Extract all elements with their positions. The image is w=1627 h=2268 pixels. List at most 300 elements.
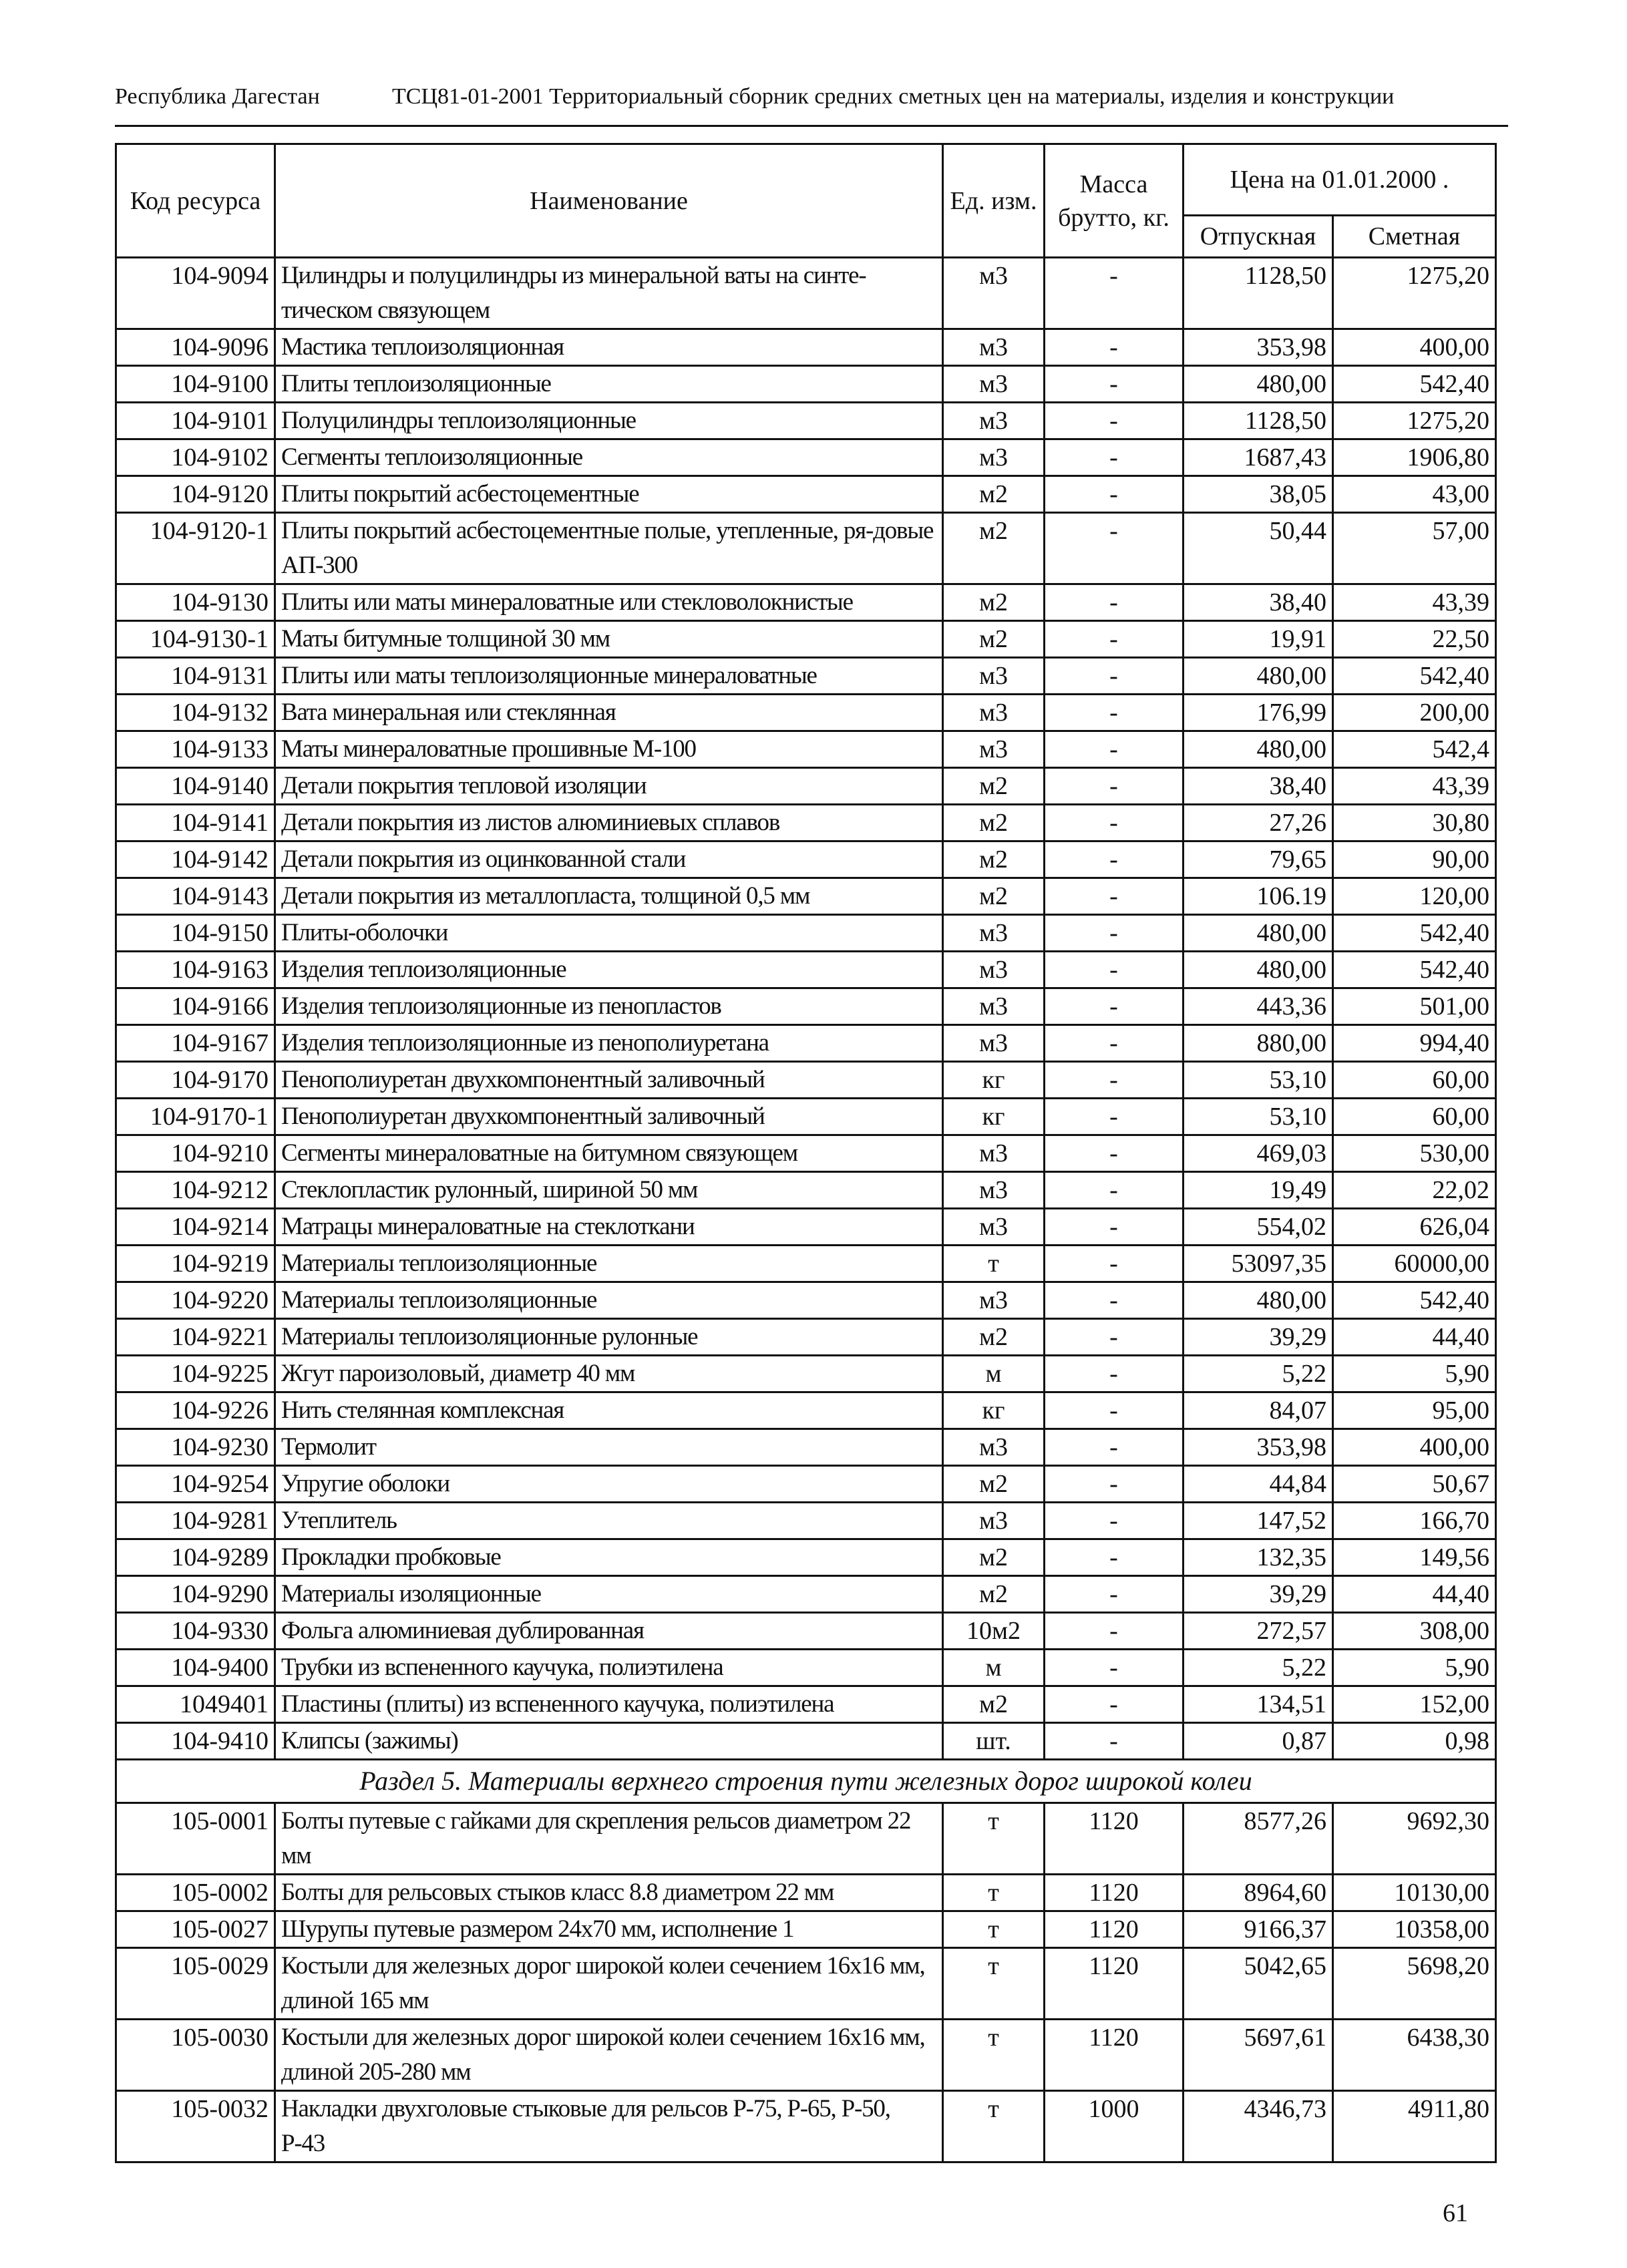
cell-name: Маты битумные толщиной 30 мм xyxy=(275,621,943,658)
cell-code: 105-0032 xyxy=(116,2091,275,2162)
cell-mass: - xyxy=(1045,1135,1184,1172)
cell-name: Матрацы минераловатные на стеклоткани xyxy=(275,1209,943,1246)
cell-code: 104-9212 xyxy=(116,1172,275,1209)
table-row xyxy=(116,403,1496,439)
cell-unit: м3 xyxy=(943,988,1045,1025)
cell-mass: - xyxy=(1045,915,1184,952)
table-row xyxy=(116,915,1496,952)
cell-code: 104-9132 xyxy=(116,695,275,731)
cell-estimate: 60,00 xyxy=(1333,1062,1496,1099)
cell-code: 104-9140 xyxy=(116,768,275,805)
table-row xyxy=(116,258,1496,329)
cell-unit: м3 xyxy=(943,258,1045,329)
cell-code: 104-9214 xyxy=(116,1209,275,1246)
cell-name: Детали покрытия тепловой изоляции xyxy=(275,768,943,805)
cell-name: Изделия теплоизоляционные xyxy=(275,952,943,988)
cell-code: 104-9400 xyxy=(116,1650,275,1686)
cell-name: Сегменты теплоизоляционные xyxy=(275,439,943,476)
cell-name: Болты путевые с гайками для скрепления рельсов диаметром 22 мм xyxy=(275,1803,943,1875)
cell-unit: т xyxy=(943,2020,1045,2091)
cell-mass: - xyxy=(1045,1356,1184,1392)
cell-release: 147,52 xyxy=(1184,1503,1333,1539)
cell-unit: т xyxy=(943,1911,1045,1948)
table-row xyxy=(116,952,1496,988)
cell-mass: - xyxy=(1045,513,1184,584)
cell-code: 105-0030 xyxy=(116,2020,275,2091)
cell-release: 480,00 xyxy=(1184,658,1333,695)
cell-code: 104-9219 xyxy=(116,1246,275,1282)
cell-unit: м3 xyxy=(943,1025,1045,1062)
table-row xyxy=(116,1576,1496,1613)
table-row xyxy=(116,2020,1496,2091)
cell-estimate: 400,00 xyxy=(1333,1429,1496,1466)
price-table xyxy=(115,143,1497,2163)
cell-unit: м3 xyxy=(943,439,1045,476)
cell-mass: - xyxy=(1045,1539,1184,1576)
cell-name: Костыли для железных дорог широкой колеи сечением 16х16 мм, длиной 165 мм xyxy=(275,1948,943,2020)
cell-release: 19,49 xyxy=(1184,1172,1333,1209)
cell-mass: - xyxy=(1045,1613,1184,1650)
table-row xyxy=(116,1392,1496,1429)
cell-name: Трубки из вспененного каучука, полиэтилена xyxy=(275,1650,943,1686)
table-row xyxy=(116,1911,1496,1948)
cell-code: 104-9120 xyxy=(116,476,275,513)
col-header-unit: Ед. изм. xyxy=(943,144,1045,258)
cell-code: 104-9254 xyxy=(116,1466,275,1503)
cell-estimate: 5698,20 xyxy=(1333,1948,1496,2020)
cell-unit: кг xyxy=(943,1062,1045,1099)
table-row xyxy=(116,621,1496,658)
cell-name: Термолит xyxy=(275,1429,943,1466)
cell-estimate: 5,90 xyxy=(1333,1356,1496,1392)
cell-mass: - xyxy=(1045,1282,1184,1319)
cell-name: Маты минераловатные прошивные М-100 xyxy=(275,731,943,768)
table-body-section-5 xyxy=(116,1803,1496,2162)
cell-release: 5697,61 xyxy=(1184,2020,1333,2091)
cell-name: Материалы теплоизоляционные xyxy=(275,1282,943,1319)
cell-estimate: 4911,80 xyxy=(1333,2091,1496,2162)
cell-code: 105-0027 xyxy=(116,1911,275,1948)
table-row xyxy=(116,1429,1496,1466)
cell-name: Прокладки пробковые xyxy=(275,1539,943,1576)
cell-estimate: 22,02 xyxy=(1333,1172,1496,1209)
cell-unit: м xyxy=(943,1356,1045,1392)
cell-name: Материалы теплоизоляционные xyxy=(275,1246,943,1282)
cell-release: 50,44 xyxy=(1184,513,1333,584)
cell-mass: - xyxy=(1045,1429,1184,1466)
cell-estimate: 10358,00 xyxy=(1333,1911,1496,1948)
cell-release: 480,00 xyxy=(1184,915,1333,952)
cell-mass: - xyxy=(1045,1723,1184,1760)
cell-code: 104-9163 xyxy=(116,952,275,988)
cell-estimate: 149,56 xyxy=(1333,1539,1496,1576)
cell-mass: - xyxy=(1045,1503,1184,1539)
cell-unit: т xyxy=(943,1948,1045,2020)
table-row xyxy=(116,1466,1496,1503)
table-row xyxy=(116,1686,1496,1723)
cell-name: Вата минеральная или стеклянная xyxy=(275,695,943,731)
cell-mass: - xyxy=(1045,1466,1184,1503)
table-row xyxy=(116,1613,1496,1650)
cell-release: 480,00 xyxy=(1184,366,1333,403)
cell-mass: - xyxy=(1045,439,1184,476)
cell-name: Болты для рельсовых стыков класс 8.8 диаметром 22 мм xyxy=(275,1875,943,1911)
cell-code: 104-9096 xyxy=(116,329,275,366)
cell-mass: - xyxy=(1045,658,1184,695)
cell-estimate: 43,39 xyxy=(1333,768,1496,805)
cell-release: 132,35 xyxy=(1184,1539,1333,1576)
cell-estimate: 60000,00 xyxy=(1333,1246,1496,1282)
cell-mass: - xyxy=(1045,584,1184,621)
cell-estimate: 626,04 xyxy=(1333,1209,1496,1246)
cell-name: Цилиндры и полуцилиндры из минеральной ваты на синте-тическом связующем xyxy=(275,258,943,329)
cell-mass: 1120 xyxy=(1045,1948,1184,2020)
table-row xyxy=(116,768,1496,805)
cell-code: 104-9289 xyxy=(116,1539,275,1576)
cell-estimate: 60,00 xyxy=(1333,1099,1496,1135)
cell-estimate: 0,98 xyxy=(1333,1723,1496,1760)
cell-mass: - xyxy=(1045,1686,1184,1723)
cell-name: Пластины (плиты) из вспененного каучука, полиэтилена xyxy=(275,1686,943,1723)
cell-unit: м2 xyxy=(943,768,1045,805)
cell-estimate: 152,00 xyxy=(1333,1686,1496,1723)
cell-code: 104-9150 xyxy=(116,915,275,952)
cell-estimate: 400,00 xyxy=(1333,329,1496,366)
table-row xyxy=(116,366,1496,403)
col-header-estimate: Сметная xyxy=(1333,216,1496,258)
cell-mass: 1120 xyxy=(1045,1911,1184,1948)
cell-mass: 1120 xyxy=(1045,1803,1184,1875)
table-row xyxy=(116,1948,1496,2020)
cell-code: 104-9220 xyxy=(116,1282,275,1319)
cell-code: 104-9221 xyxy=(116,1319,275,1356)
cell-unit: м2 xyxy=(943,805,1045,841)
cell-release: 39,29 xyxy=(1184,1576,1333,1613)
cell-unit: м3 xyxy=(943,329,1045,366)
cell-name: Плиты покрытий асбестоцементные полые, утепленные, ря-довые АП-300 xyxy=(275,513,943,584)
cell-mass: - xyxy=(1045,805,1184,841)
cell-name: Сегменты минераловатные на битумном связующем xyxy=(275,1135,943,1172)
cell-unit: м2 xyxy=(943,878,1045,915)
cell-mass: - xyxy=(1045,1172,1184,1209)
cell-mass: 1000 xyxy=(1045,2091,1184,2162)
cell-mass: - xyxy=(1045,1025,1184,1062)
cell-release: 79,65 xyxy=(1184,841,1333,878)
cell-release: 134,51 xyxy=(1184,1686,1333,1723)
cell-code: 104-9225 xyxy=(116,1356,275,1392)
col-header-mass: Масса брутто, кг. xyxy=(1045,144,1184,258)
cell-code: 104-9120-1 xyxy=(116,513,275,584)
cell-estimate: 43,00 xyxy=(1333,476,1496,513)
cell-estimate: 30,80 xyxy=(1333,805,1496,841)
cell-estimate: 200,00 xyxy=(1333,695,1496,731)
col-header-release: Отпускная xyxy=(1184,216,1333,258)
cell-release: 53097,35 xyxy=(1184,1246,1333,1282)
cell-name: Изделия теплоизоляционные из пенопластов xyxy=(275,988,943,1025)
cell-name: Мастика теплоизоляционная xyxy=(275,329,943,366)
cell-code: 104-9210 xyxy=(116,1135,275,1172)
cell-unit: м3 xyxy=(943,1429,1045,1466)
cell-code: 104-9101 xyxy=(116,403,275,439)
cell-name: Детали покрытия из оцинкованной стали xyxy=(275,841,943,878)
cell-unit: м2 xyxy=(943,476,1045,513)
cell-estimate: 542,40 xyxy=(1333,658,1496,695)
table-row xyxy=(116,841,1496,878)
table-row xyxy=(116,1172,1496,1209)
cell-release: 469,03 xyxy=(1184,1135,1333,1172)
table-row xyxy=(116,1209,1496,1246)
table-row xyxy=(116,1025,1496,1062)
cell-release: 480,00 xyxy=(1184,731,1333,768)
table-row xyxy=(116,988,1496,1025)
cell-code: 105-0001 xyxy=(116,1803,275,1875)
cell-mass: - xyxy=(1045,258,1184,329)
page-number: 61 xyxy=(1443,2199,1468,2227)
cell-code: 104-9170-1 xyxy=(116,1099,275,1135)
table-row xyxy=(116,476,1496,513)
cell-name: Пенополиуретан двухкомпонентный заливочный xyxy=(275,1099,943,1135)
cell-mass: - xyxy=(1045,403,1184,439)
cell-release: 554,02 xyxy=(1184,1209,1333,1246)
col-header-price-group: Цена на 01.01.2000 . xyxy=(1184,144,1496,216)
table-row xyxy=(116,695,1496,731)
col-header-name: Наименование xyxy=(275,144,943,258)
cell-release: 1128,50 xyxy=(1184,258,1333,329)
cell-estimate: 95,00 xyxy=(1333,1392,1496,1429)
cell-unit: м3 xyxy=(943,952,1045,988)
cell-mass: - xyxy=(1045,731,1184,768)
cell-unit: м3 xyxy=(943,731,1045,768)
table-row xyxy=(116,1803,1496,1875)
table-row xyxy=(116,1356,1496,1392)
cell-name: Фольга алюминиевая дублированная xyxy=(275,1613,943,1650)
header-region: Республика Дагестан xyxy=(115,84,320,109)
cell-mass: - xyxy=(1045,1246,1184,1282)
table-row xyxy=(116,513,1496,584)
cell-code: 104-9131 xyxy=(116,658,275,695)
cell-name: Плиты-оболочки xyxy=(275,915,943,952)
cell-mass: - xyxy=(1045,1099,1184,1135)
cell-estimate: 120,00 xyxy=(1333,878,1496,915)
cell-release: 353,98 xyxy=(1184,329,1333,366)
cell-estimate: 43,39 xyxy=(1333,584,1496,621)
cell-unit: т xyxy=(943,2091,1045,2162)
cell-mass: - xyxy=(1045,476,1184,513)
cell-code: 104-9133 xyxy=(116,731,275,768)
cell-name: Детали покрытия из листов алюминиевых сплавов xyxy=(275,805,943,841)
cell-estimate: 994,40 xyxy=(1333,1025,1496,1062)
cell-mass: - xyxy=(1045,768,1184,805)
cell-unit: м3 xyxy=(943,1135,1045,1172)
cell-release: 19,91 xyxy=(1184,621,1333,658)
cell-release: 176,99 xyxy=(1184,695,1333,731)
table-row xyxy=(116,1246,1496,1282)
table-section-divider xyxy=(116,1760,1496,1803)
cell-release: 480,00 xyxy=(1184,1282,1333,1319)
cell-estimate: 166,70 xyxy=(1333,1503,1496,1539)
cell-unit: м2 xyxy=(943,1466,1045,1503)
table-row xyxy=(116,1875,1496,1911)
cell-code: 104-9141 xyxy=(116,805,275,841)
table-row xyxy=(116,1650,1496,1686)
table-row xyxy=(116,2091,1496,2162)
cell-estimate: 6438,30 xyxy=(1333,2020,1496,2091)
cell-name: Полуцилиндры теплоизоляционные xyxy=(275,403,943,439)
cell-estimate: 9692,30 xyxy=(1333,1803,1496,1875)
cell-release: 4346,73 xyxy=(1184,2091,1333,2162)
cell-estimate: 542,4 xyxy=(1333,731,1496,768)
cell-release: 8577,26 xyxy=(1184,1803,1333,1875)
cell-name: Шурупы путевые размером 24х70 мм, исполнение 1 xyxy=(275,1911,943,1948)
cell-name: Накладки двухголовые стыковые для рельсов Р-75, Р-65, Р-50, Р-43 xyxy=(275,2091,943,2162)
section-row xyxy=(116,1760,1496,1803)
cell-name: Материалы изоляционные xyxy=(275,1576,943,1613)
cell-estimate: 308,00 xyxy=(1333,1613,1496,1650)
cell-estimate: 44,40 xyxy=(1333,1319,1496,1356)
cell-estimate: 1906,80 xyxy=(1333,439,1496,476)
table-row xyxy=(116,1539,1496,1576)
cell-mass: - xyxy=(1045,366,1184,403)
cell-code: 104-9230 xyxy=(116,1429,275,1466)
cell-mass: - xyxy=(1045,841,1184,878)
cell-release: 480,00 xyxy=(1184,952,1333,988)
table-row xyxy=(116,584,1496,621)
cell-unit: м3 xyxy=(943,658,1045,695)
table-row xyxy=(116,329,1496,366)
cell-code: 104-9226 xyxy=(116,1392,275,1429)
cell-release: 44,84 xyxy=(1184,1466,1333,1503)
cell-estimate: 90,00 xyxy=(1333,841,1496,878)
cell-estimate: 5,90 xyxy=(1333,1650,1496,1686)
cell-estimate: 1275,20 xyxy=(1333,403,1496,439)
table-row xyxy=(116,731,1496,768)
cell-code: 104-9290 xyxy=(116,1576,275,1613)
cell-code: 104-9142 xyxy=(116,841,275,878)
cell-code: 105-0029 xyxy=(116,1948,275,2020)
page-header xyxy=(115,84,1508,119)
cell-unit: м3 xyxy=(943,366,1045,403)
cell-unit: м2 xyxy=(943,1539,1045,1576)
cell-release: 9166,37 xyxy=(1184,1911,1333,1948)
table-row xyxy=(116,658,1496,695)
cell-unit: т xyxy=(943,1246,1045,1282)
cell-mass: - xyxy=(1045,988,1184,1025)
table-row xyxy=(116,1282,1496,1319)
table-body-section-4 xyxy=(116,258,1496,1760)
cell-release: 84,07 xyxy=(1184,1392,1333,1429)
cell-mass: - xyxy=(1045,1209,1184,1246)
table-row xyxy=(116,1062,1496,1099)
table-row xyxy=(116,878,1496,915)
cell-release: 106.19 xyxy=(1184,878,1333,915)
table-row xyxy=(116,439,1496,476)
cell-release: 8964,60 xyxy=(1184,1875,1333,1911)
header-rule xyxy=(115,125,1508,127)
cell-estimate: 57,00 xyxy=(1333,513,1496,584)
cell-name: Утеплитель xyxy=(275,1503,943,1539)
cell-name: Нить стелянная комплексная xyxy=(275,1392,943,1429)
cell-release: 38,40 xyxy=(1184,768,1333,805)
cell-estimate: 501,00 xyxy=(1333,988,1496,1025)
cell-mass: - xyxy=(1045,329,1184,366)
cell-release: 53,10 xyxy=(1184,1062,1333,1099)
cell-mass: - xyxy=(1045,1650,1184,1686)
cell-mass: - xyxy=(1045,1576,1184,1613)
cell-estimate: 542,40 xyxy=(1333,952,1496,988)
cell-release: 27,26 xyxy=(1184,805,1333,841)
table-row xyxy=(116,1099,1496,1135)
cell-code: 104-9094 xyxy=(116,258,275,329)
cell-code: 105-0002 xyxy=(116,1875,275,1911)
cell-unit: т xyxy=(943,1875,1045,1911)
cell-code: 104-9330 xyxy=(116,1613,275,1650)
cell-estimate: 530,00 xyxy=(1333,1135,1496,1172)
cell-code: 1049401 xyxy=(116,1686,275,1723)
cell-code: 104-9102 xyxy=(116,439,275,476)
cell-unit: м3 xyxy=(943,915,1045,952)
cell-mass: - xyxy=(1045,878,1184,915)
cell-release: 353,98 xyxy=(1184,1429,1333,1466)
cell-unit: кг xyxy=(943,1099,1045,1135)
cell-mass: - xyxy=(1045,695,1184,731)
cell-unit: м2 xyxy=(943,1576,1045,1613)
cell-unit: кг xyxy=(943,1392,1045,1429)
cell-name: Плиты покрытий асбестоцементные xyxy=(275,476,943,513)
cell-release: 880,00 xyxy=(1184,1025,1333,1062)
cell-mass: - xyxy=(1045,1062,1184,1099)
cell-name: Жгут пароизоловый, диаметр 40 мм xyxy=(275,1356,943,1392)
cell-code: 104-9166 xyxy=(116,988,275,1025)
cell-release: 272,57 xyxy=(1184,1613,1333,1650)
cell-release: 5042,65 xyxy=(1184,1948,1333,2020)
cell-name: Стеклопластик рулонный, шириной 50 мм xyxy=(275,1172,943,1209)
cell-unit: м3 xyxy=(943,1209,1045,1246)
cell-name: Плиты или маты минераловатные или стекловолокнистые xyxy=(275,584,943,621)
table-row xyxy=(116,1135,1496,1172)
cell-release: 5,22 xyxy=(1184,1356,1333,1392)
cell-estimate: 10130,00 xyxy=(1333,1875,1496,1911)
cell-unit: м xyxy=(943,1650,1045,1686)
cell-mass: 1120 xyxy=(1045,1875,1184,1911)
cell-unit: м3 xyxy=(943,1503,1045,1539)
cell-release: 38,40 xyxy=(1184,584,1333,621)
table-row xyxy=(116,1503,1496,1539)
header-title: ТСЦ81-01-2001 Территориальный сборник средних сметных цен на материалы, изделия и конструкции xyxy=(392,84,1395,109)
cell-name: Костыли для железных дорог широкой колеи сечением 16х16 мм, длиной 205-280 мм xyxy=(275,2020,943,2091)
cell-unit: т xyxy=(943,1803,1045,1875)
cell-code: 104-9130-1 xyxy=(116,621,275,658)
cell-unit: м2 xyxy=(943,1319,1045,1356)
cell-mass: - xyxy=(1045,1319,1184,1356)
table-row xyxy=(116,1723,1496,1760)
cell-name: Материалы теплоизоляционные рулонные xyxy=(275,1319,943,1356)
cell-name: Клипсы (зажимы) xyxy=(275,1723,943,1760)
cell-estimate: 1275,20 xyxy=(1333,258,1496,329)
cell-unit: м3 xyxy=(943,1282,1045,1319)
cell-estimate: 542,40 xyxy=(1333,366,1496,403)
cell-estimate: 542,40 xyxy=(1333,1282,1496,1319)
cell-code: 104-9281 xyxy=(116,1503,275,1539)
cell-release: 443,36 xyxy=(1184,988,1333,1025)
cell-code: 104-9170 xyxy=(116,1062,275,1099)
cell-unit: м3 xyxy=(943,403,1045,439)
cell-release: 5,22 xyxy=(1184,1650,1333,1686)
cell-release: 1687,43 xyxy=(1184,439,1333,476)
cell-code: 104-9167 xyxy=(116,1025,275,1062)
cell-code: 104-9130 xyxy=(116,584,275,621)
cell-code: 104-9100 xyxy=(116,366,275,403)
cell-name: Изделия теплоизоляционные из пенополиуретана xyxy=(275,1025,943,1062)
